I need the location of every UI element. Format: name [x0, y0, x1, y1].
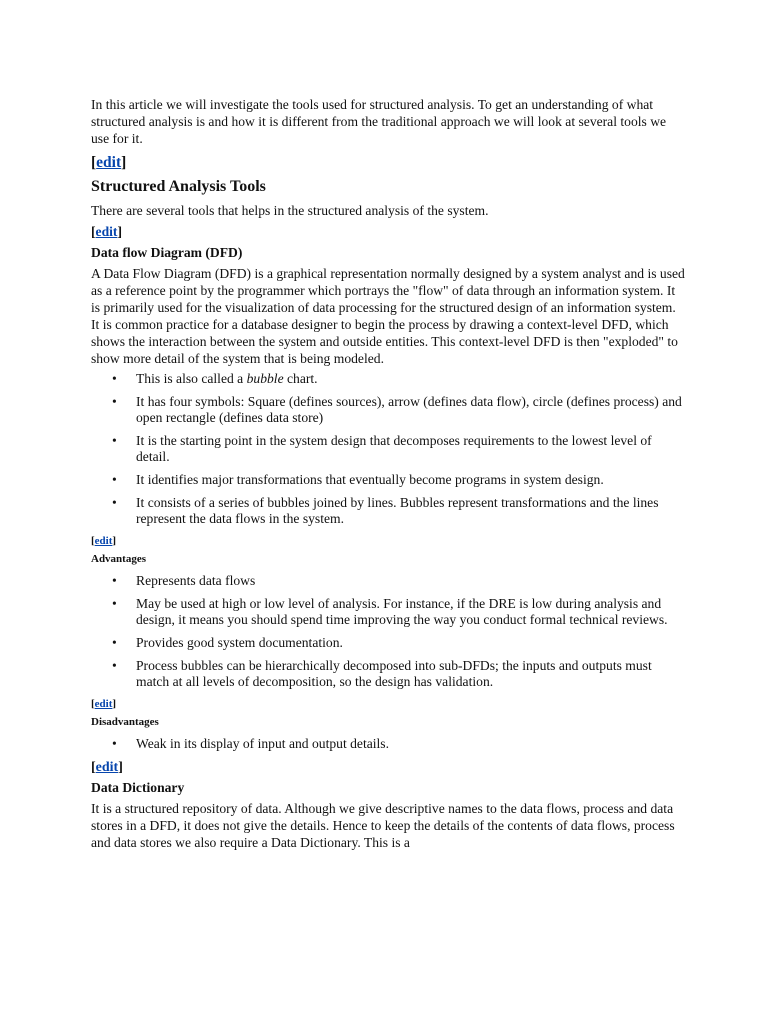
section-heading-advantages: Advantages	[91, 553, 147, 565]
edit-link[interactable]: edit	[95, 760, 119, 775]
list-item: • Weak in its display of input and output details.	[112, 736, 389, 751]
bullet-icon: •	[112, 573, 117, 588]
bullet-icon: •	[112, 472, 117, 487]
list-item: • It identifies major transformations that eventually become programs in system design.	[112, 472, 604, 487]
edit-link-tools: [edit]	[91, 154, 127, 171]
bullet-icon: •	[112, 433, 117, 448]
list-item: • Represents data flows	[112, 573, 256, 588]
intro-paragraph: In this article we will investigate the tools used for structured analysis. To get an understanding of what structured analysis is and how it is different from the traditional approach we will look at several tools we use for it.	[91, 97, 667, 146]
dfd-paragraph: A Data Flow Diagram (DFD) is a graphical representation normally designed by a system analyst and is used as a reference point by the programmer which portrays the "flow" of data through an information system. It is primarily used for the visualization of data processing for the structured design of an information system. It is common practice for a database designer to begin the process by drawing a context-level DFD, which shows the interaction between the system and outside entities. This context-level DFD is then "exploded" to show more detail of the system that is being modeled.	[91, 266, 685, 366]
bullet-icon: •	[112, 371, 117, 386]
edit-link-disadvantages: [edit]	[91, 698, 117, 710]
edit-link[interactable]: edit	[94, 535, 113, 547]
list-item: • It has four symbols: Square (defines sources), arrow (defines data flow), circle (defines process) and open rectangle (defines data store)	[112, 394, 682, 425]
disadvantages-bullet-list	[91, 736, 687, 752]
edit-link[interactable]: edit	[96, 154, 122, 171]
bullet-icon: •	[112, 736, 117, 751]
list-item: • It consists of a series of bubbles joined by lines. Bubbles represent transformations and the lines represent the data flows in the system.	[112, 495, 659, 526]
advantages-bullet-list	[91, 573, 687, 690]
edit-link-dfd: [edit]	[91, 224, 122, 239]
edit-link[interactable]: edit	[94, 698, 113, 710]
section-heading-tools: Structured Analysis Tools	[91, 178, 266, 195]
section-heading-disadvantages: Disadvantages	[91, 716, 159, 728]
list-item: • It is the starting point in the system design that decomposes requirements to the lowest level of detail.	[112, 433, 652, 464]
list-item: • Process bubbles can be hierarchically decomposed into sub-DFDs; the inputs and outputs must match at all levels of decomposition, so the design has validation.	[112, 658, 652, 689]
list-item: • This is also called a bubble chart.	[112, 371, 318, 386]
dfd-bullet-list	[91, 371, 687, 527]
bullet-icon: •	[112, 658, 117, 673]
section-heading-dictionary: Data Dictionary	[91, 780, 185, 795]
bullet-icon: •	[112, 495, 117, 510]
edit-link-dictionary: [edit]	[91, 760, 123, 775]
edit-link-advantages: [edit]	[91, 535, 117, 547]
list-item: • May be used at high or low level of analysis. For instance, if the DRE is low during analysis and design, it means you should spend time improving the way you conduct formal technical reviews.	[112, 596, 668, 627]
bullet-icon: •	[112, 394, 117, 409]
bullet-icon: •	[112, 596, 117, 611]
article-body	[91, 96, 687, 851]
edit-link[interactable]: edit	[95, 224, 118, 239]
tools-paragraph: There are several tools that helps in the structured analysis of the system.	[91, 203, 489, 218]
list-item: • Provides good system documentation.	[112, 635, 343, 650]
section-heading-dfd: Data flow Diagram (DFD)	[91, 245, 243, 260]
dictionary-paragraph: It is a structured repository of data. Although we give descriptive names to the data flows, process and data stores in a DFD, it does not give the details. Hence to keep the details of the contents of data flows, process and data stores we also require a Data Dictionary. This is a	[91, 801, 675, 850]
bullet-icon: •	[112, 635, 117, 650]
